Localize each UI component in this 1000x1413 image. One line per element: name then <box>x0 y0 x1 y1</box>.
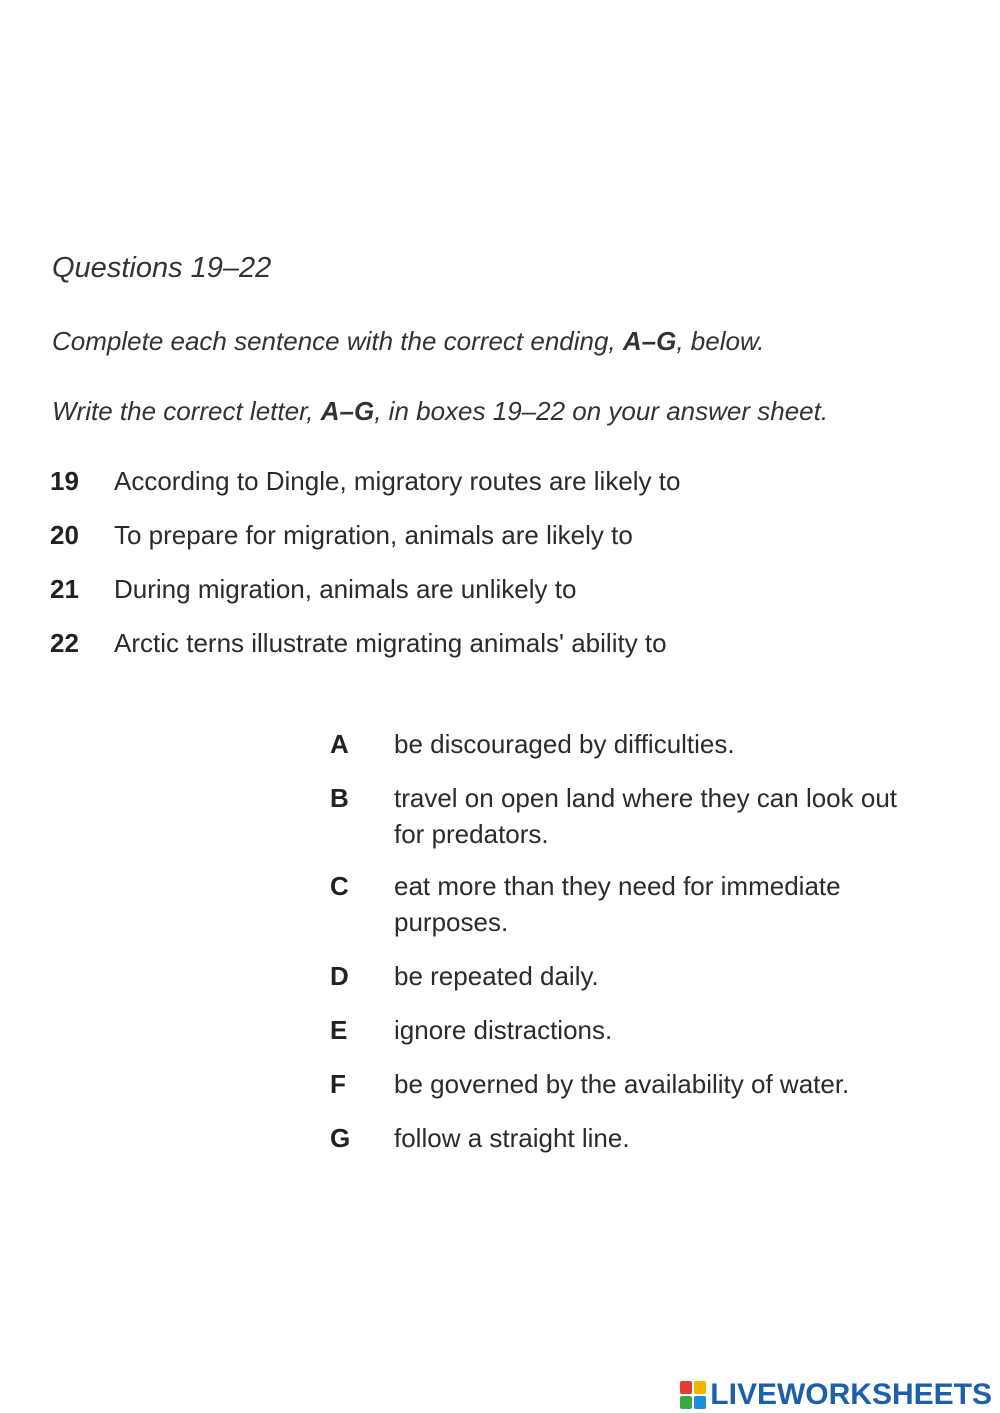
option-text: eat more than they need for immediate purposes. <box>394 871 841 937</box>
option-text: travel on open land where they can look out for predators. <box>394 783 898 849</box>
instruction-1-range: A–G <box>622 326 677 356</box>
instruction-write-letter <box>52 396 828 427</box>
option-letter: E <box>330 1015 348 1045</box>
question-text: To prepare for migration, animals are likely to <box>114 520 633 550</box>
question-19 <box>50 466 680 500</box>
liveworksheets-watermark <box>680 1378 992 1412</box>
question-number: 19 <box>50 466 79 496</box>
option-letter: B <box>330 783 349 813</box>
question-number: 22 <box>50 628 79 658</box>
option-text: be governed by the availability of water. <box>394 1069 850 1099</box>
option-g <box>330 1120 934 1156</box>
instruction-1-before: Complete each sentence with the correct ending, <box>52 326 623 356</box>
option-letter: C <box>330 871 349 901</box>
option-text: be repeated daily. <box>394 961 599 991</box>
question-text: Arctic terns illustrate migrating animals' ability to <box>114 628 667 658</box>
option-b <box>330 780 934 852</box>
option-text: follow a straight line. <box>394 1123 630 1153</box>
option-letter: F <box>330 1069 346 1099</box>
question-text: According to Dingle, migratory routes are likely to <box>114 466 681 496</box>
questions-heading: Questions 19–22 <box>52 252 272 284</box>
option-f <box>330 1066 934 1102</box>
instruction-2-after: , in boxes 19–22 on your answer sheet. <box>374 396 829 426</box>
option-d <box>330 958 934 994</box>
question-20 <box>50 520 633 554</box>
brand-name: LIVEWORKSHEETS <box>710 1378 992 1411</box>
question-22 <box>50 628 667 662</box>
instruction-complete-sentence <box>52 326 765 357</box>
instruction-1-after: , below. <box>676 326 765 356</box>
option-letter: A <box>330 729 349 759</box>
option-letter: G <box>330 1123 351 1153</box>
question-number: 21 <box>50 574 79 604</box>
question-text: During migration, animals are unlikely to <box>114 574 577 604</box>
option-text: be discouraged by difficulties. <box>394 729 735 759</box>
option-letter: D <box>330 961 349 991</box>
option-e <box>330 1012 934 1048</box>
question-21 <box>50 574 576 608</box>
instruction-2-before: Write the correct letter, <box>52 396 321 426</box>
question-number: 20 <box>50 520 79 550</box>
option-a <box>330 726 934 762</box>
liveworksheets-logo-icon <box>680 1381 706 1409</box>
instruction-2-range: A–G <box>320 396 375 426</box>
option-text: ignore distractions. <box>394 1015 613 1045</box>
option-c <box>330 868 934 940</box>
